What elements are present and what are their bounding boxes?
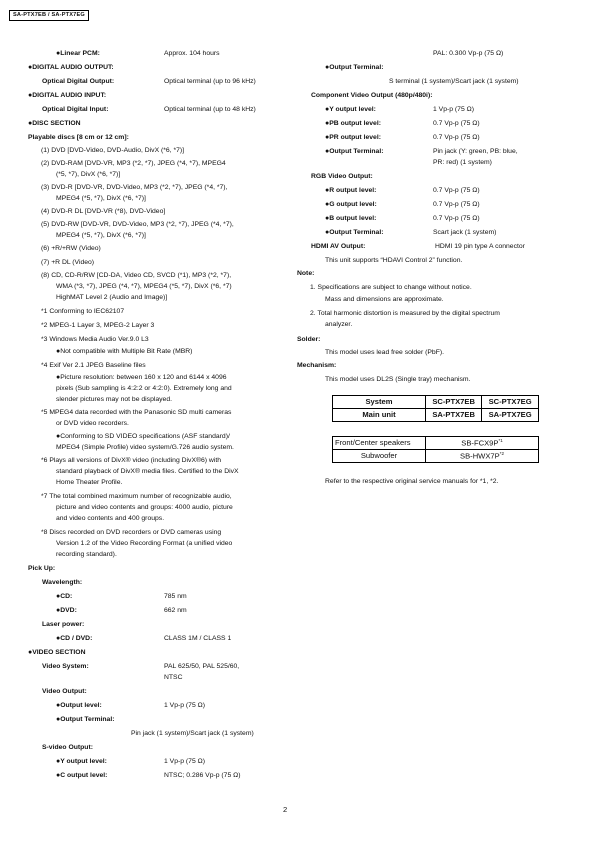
note-title: Note: [297, 270, 315, 277]
hdmi-value: HDMI 19 pin type A connector [435, 243, 525, 250]
note-r2b: analyzer. [325, 321, 353, 328]
oterm-value: Pin jack (1 system)/Scart jack (1 system) [131, 730, 254, 737]
playable-title: Playable discs [8 cm or 12 cm]: [28, 134, 129, 141]
video-title: ● VIDEO SECTION [28, 649, 85, 657]
disc-title: ● DISC SECTION [28, 120, 81, 128]
table-cell: SA-PTX7EG [482, 409, 539, 422]
rgb-b-label: ● B output level: [325, 215, 376, 223]
footnote-ref: *1 [498, 438, 503, 444]
lpcm-label: ● Linear PCM: [56, 50, 100, 58]
note-5: *5 MPEG4 data recorded with the Panasonic SD multi cameras [41, 409, 232, 416]
note-6: *6 Plays all versions of DivX® video (including DivX®6) with [41, 457, 222, 464]
comp-pr-label: ● PR output level: [325, 134, 381, 142]
wavelength-title: Wavelength: [42, 579, 83, 586]
dai-value: Optical terminal (up to 48 kHz) [164, 106, 256, 113]
dao-label: Optical Digital Output: [42, 78, 115, 85]
table-row [333, 409, 539, 422]
dvd-value: 662 nm [164, 607, 187, 614]
olevel-label: ● Output level: [56, 702, 102, 710]
table-cell: SA-PTX7EB [426, 409, 482, 422]
note-5b: or DVD video recorders. [56, 420, 129, 427]
pickup-title: Pick Up: [28, 565, 56, 572]
hdmi-label: HDMI AV Output: [311, 243, 366, 250]
disc-3a: (3) DVD-R [DVD-VR, DVD-Video, MP3 (*2, *7), JPEG (*4, *7), [41, 184, 228, 191]
disc-6: (6) +R/+RW (Video) [41, 245, 101, 252]
rgb-g-value: 0.7 Vp-p (75 Ω) [433, 201, 480, 208]
vsys-value-1: PAL 625/50, PAL 525/60, [164, 663, 240, 670]
rgb-r-value: 0.7 Vp-p (75 Ω) [433, 187, 480, 194]
vsys-label: Video System: [42, 663, 89, 670]
ylevel-value: 1 Vp-p (75 Ω) [164, 758, 205, 765]
note-5d: MPEG4 (Simple Profile) video system/G.726 audio system. [56, 444, 234, 451]
page-number: 2 [283, 805, 288, 814]
mechanism-title: Mechanism: [297, 362, 337, 369]
note-8c: recording standard). [56, 551, 117, 558]
note-3b: ● Not compatible with Multiple Bit Rate (MBR) [56, 348, 192, 356]
note-r1: 1. Specifications are subject to change without notice. [310, 284, 472, 291]
note-8b: Version 1.2 of the Video Recording Format (a unified video [56, 540, 233, 547]
pal-level: PAL: 0.300 Vp-p (75 Ω) [433, 50, 504, 57]
oterm-label: ● Output Terminal: [56, 716, 114, 724]
dai-label: Optical Digital Input: [42, 106, 109, 113]
disc-5a: (5) DVD-RW [DVD-VR, DVD-Video, MP3 (*2, *7), JPEG (*4, *7), [41, 221, 234, 228]
cd-label: ● CD: [56, 593, 72, 601]
comp-y-label: ● Y output level: [325, 106, 376, 114]
dai-title: ● DIGITAL AUDIO INPUT: [28, 92, 106, 100]
model-name: SB-HWX7P [460, 451, 500, 461]
rgb-oterm-label: ● Output Terminal: [325, 229, 383, 237]
vsys-value-2: NTSC [164, 674, 183, 681]
table-row [333, 437, 539, 450]
svout-title: S-video Output: [42, 744, 93, 751]
disc-7: (7) +R DL (Video) [41, 259, 95, 266]
comp-pb-value: 0.7 Vp-p (75 Ω) [433, 120, 480, 127]
rgb-r-label: ● R output level: [325, 187, 376, 195]
note-5c: ● Conforming to SD VIDEO specifications (ASF standard)/ [56, 433, 230, 441]
lpcm-value: Approx. 104 hours [164, 50, 220, 57]
note-3: *3 Windows Media Audio Ver.9.0 L3 [41, 336, 149, 343]
rgb-oterm-value: Scart jack (1 system) [433, 229, 497, 236]
disc-5b: MPEG4 (*5, *7), DivX (*6, *7)] [56, 232, 146, 239]
table-cell [426, 450, 539, 463]
ylevel-label: ● Y output level: [56, 758, 107, 766]
disc-1: (1) DVD [DVD-Video, DVD-Audio, DivX (*6, *7)] [41, 147, 185, 154]
speaker-table [332, 436, 539, 463]
cd-value: 785 nm [164, 593, 187, 600]
note-6b: standard playback of DivX® media files. Certified to the DivX [56, 468, 239, 475]
note-7b: picture and video contents and groups: 4000 audio, picture [56, 504, 233, 511]
table-row [333, 396, 539, 409]
cddvd-label: ● CD / DVD: [56, 635, 92, 643]
note-4c: pixels (Sub sampling is 4:2:2 or 4:2:0). Extremely long and [56, 385, 232, 392]
dvd-label: ● DVD: [56, 607, 77, 615]
table-cell: Main unit [333, 409, 426, 422]
note-7c: and video contents and 400 groups. [56, 515, 165, 522]
table-cell: System [333, 396, 426, 409]
dao-value: Optical terminal (up to 96 kHz) [164, 78, 256, 85]
model-header: SA-PTX7EB / SA-PTX7EG [9, 10, 89, 21]
note-r2: 2. Total harmonic distortion is measured by the digital spectrum [310, 310, 500, 317]
dao-title: ● DIGITAL AUDIO OUTPUT: [28, 64, 114, 72]
solder-text: This model uses lead free solder (PbF). [325, 349, 444, 356]
sv-oterm-label: ● Output Terminal: [325, 64, 383, 72]
clevel-label: ● C output level: [56, 772, 107, 780]
disc-2b: (*5, *7), DivX (*6, *7)] [56, 171, 121, 178]
footnote-ref: *2 [499, 451, 504, 457]
sv-oterm-value: S terminal (1 system)/Scart jack (1 system) [389, 78, 519, 85]
note-r1b: Mass and dimensions are approximate. [325, 296, 444, 303]
cddvd-value: CLASS 1M / CLASS 1 [164, 635, 232, 642]
rgb-b-value: 0.7 Vp-p (75 Ω) [433, 215, 480, 222]
component-title: Component Video Output (480p/480i): [311, 92, 433, 99]
comp-oterm-value-2: PR: red) (1 system) [433, 159, 492, 166]
disc-8b: WMA (*3, *7), JPEG (*4, *7), MPEG4 (*5, *7), DivX (*6, *7) [56, 283, 232, 290]
table-cell [426, 437, 539, 450]
note-7: *7 The total combined maximum number of recognizable audio, [41, 493, 232, 500]
disc-4: (4) DVD-R DL [DVD-VR (*8), DVD-Video] [41, 208, 166, 215]
comp-oterm-value-1: Pin jack (Y: green, PB: blue, [433, 148, 518, 155]
table-cell: SC-PTX7EB [426, 396, 482, 409]
note-8: *8 Discs recorded on DVD recorders or DVD cameras using [41, 529, 222, 536]
comp-y-value: 1 Vp-p (75 Ω) [433, 106, 474, 113]
hdmi-note: This unit supports “HDAVI Control 2” function. [325, 257, 463, 264]
refer-text: Refer to the respective original service manuals for *1, *2. [325, 478, 499, 485]
table-cell: Front/Center speakers [333, 437, 426, 450]
note-4b: ● Picture resolution: between 160 x 120 and 6144 x 4096 [56, 374, 227, 382]
comp-pb-label: ● PB output level: [325, 120, 381, 128]
olevel-value: 1 Vp-p (75 Ω) [164, 702, 205, 709]
vout-title: Video Output: [42, 688, 87, 695]
disc-3b: MPEG4 (*5, *7), DivX (*6, *7)] [56, 195, 146, 202]
comp-pr-value: 0.7 Vp-p (75 Ω) [433, 134, 480, 141]
solder-title: Solder: [297, 336, 321, 343]
laser-title: Laser power: [42, 621, 85, 628]
disc-2a: (2) DVD-RAM [DVD-VR, MP3 (*2, *7), JPEG (*4, *7), MPEG4 [41, 160, 226, 167]
note-1: *1 Conforming to IEC62107 [41, 308, 125, 315]
note-4d: slender pictures may not be displayed. [56, 396, 172, 403]
mechanism-text: This model uses DL2S (Single tray) mechanism. [325, 376, 471, 383]
table-cell: Subwoofer [333, 450, 426, 463]
note-4: *4 Exif Ver 2.1 JPEG Baseline files [41, 362, 146, 369]
disc-8c: HighMAT Level 2 (Audio and Image)] [56, 294, 168, 301]
table-cell: SC-PTX7EG [482, 396, 539, 409]
clevel-value: NTSC; 0.286 Vp-p (75 Ω) [164, 772, 241, 779]
rgb-title: RGB Video Output: [311, 173, 373, 180]
model-name: SB-FCX9P [461, 438, 499, 448]
table-row [333, 450, 539, 463]
note-6c: Home Theater Profile. [56, 479, 123, 486]
rgb-g-label: ● G output level: [325, 201, 377, 209]
comp-oterm-label: ● Output Terminal: [325, 148, 383, 156]
note-2: *2 MPEG-1 Layer 3, MPEG-2 Layer 3 [41, 322, 155, 329]
system-table [332, 395, 539, 422]
disc-8a: (8) CD, CD-R/RW [CD-DA, Video CD, SVCD (*1), MP3 (*2, *7), [41, 272, 232, 279]
